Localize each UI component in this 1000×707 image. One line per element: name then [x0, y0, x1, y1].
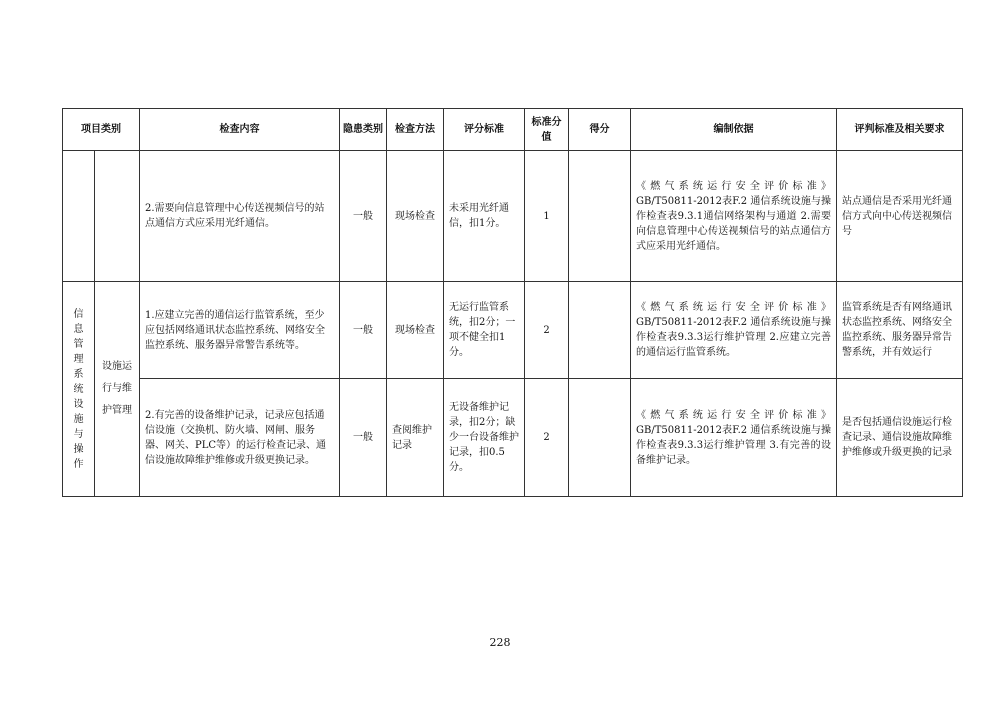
category-char: 设	[73, 398, 84, 410]
score-cell	[569, 282, 631, 379]
inspection-table	[62, 108, 963, 497]
method-cell: 现场检查	[387, 282, 444, 379]
header-basis: 编制依据	[631, 109, 837, 151]
subcategory-cell-empty	[95, 151, 140, 282]
scoring-cell: 无设备维护记录，扣2分；缺少一台设备维护记录，扣0.5分。	[444, 379, 525, 497]
hazard-cell: 一般	[340, 282, 387, 379]
requirement-cell: 是否包括通信设施运行检查记录、通信设施故障维护维修或升级更换的记录	[837, 379, 963, 497]
header-score: 得分	[569, 109, 631, 151]
table-row	[63, 379, 963, 497]
basis-cell: 《燃气系统运行安全评价标准》GB/T50811-2012表F.2 通信系统设施与操作检查表9.3.3运行维护管理 3.有完善的设备维护记录。	[631, 379, 837, 497]
header-hazard-type: 隐患类别	[340, 109, 387, 151]
category-char: 统	[73, 383, 84, 395]
basis-cell: 《燃气系统运行安全评价标准》GB/T50811-2012表F.2 通信系统设施与操作检查表9.3.3运行维护管理 2.应建立完善的通信运行监管系统。	[631, 282, 837, 379]
table-row	[63, 151, 963, 282]
std-score-cell: 2	[525, 379, 569, 497]
header-std-score: 标准分值	[525, 109, 569, 151]
std-score-cell: 2	[525, 282, 569, 379]
page-number: 228	[489, 636, 511, 649]
category-char: 信	[73, 308, 84, 320]
hazard-cell: 一般	[340, 151, 387, 282]
category-char: 系	[73, 368, 84, 380]
scoring-cell: 未采用光纤通信，扣1分。	[444, 151, 525, 282]
table-row	[63, 282, 963, 379]
score-cell	[569, 151, 631, 282]
category-cell-empty	[63, 151, 95, 282]
std-score-cell: 1	[525, 151, 569, 282]
basis-cell: 《燃气系统运行安全评价标准》GB/T50811-2012表F.2 通信系统设施与操作检查表9.3.1通信网络架构与通道 2.需要向信息管理中心传送视频信号的站点通信方式应采用光纤通信。	[631, 151, 837, 282]
method-cell: 现场检查	[387, 151, 444, 282]
header-content: 检查内容	[140, 109, 340, 151]
header-row	[63, 109, 963, 151]
requirement-cell: 站点通信是否采用光纤通信方式向中心传送视频信号	[837, 151, 963, 282]
scoring-cell: 无运行监管系统，扣2分；一项不健全扣1分。	[444, 282, 525, 379]
content-cell: 1.应建立完善的通信运行监管系统，至少应包括网络通讯状态监控系统、网络安全监控系统、服务器异常警告系统等。	[140, 282, 340, 379]
requirement-cell: 监管系统是否有网络通讯状态监控系统、网络安全监控系统、服务器异常告警系统，并有效运行	[837, 282, 963, 379]
category-char: 息	[73, 323, 84, 335]
category-cell	[63, 282, 95, 497]
category-char: 作	[73, 458, 84, 470]
content-cell: 2.有完善的设备维护记录，记录应包括通信设施（交换机、防火墙、网闸、服务器、网关、PLC等）的运行检查记录、通信设施故障维护维修或升级更换记录。	[140, 379, 340, 497]
header-requirements: 评判标准及相关要求	[837, 109, 963, 151]
category-char: 与	[73, 428, 84, 440]
header-category: 项目类别	[63, 109, 140, 151]
category-char: 理	[73, 353, 84, 365]
header-method: 检查方法	[387, 109, 444, 151]
category-char: 操	[73, 443, 84, 455]
hazard-cell: 一般	[340, 379, 387, 497]
category-char: 施	[73, 413, 84, 425]
category-char: 管	[73, 338, 84, 350]
score-cell	[569, 379, 631, 497]
header-scoring: 评分标准	[444, 109, 525, 151]
subcategory-cell: 设施运行与维护管理	[95, 282, 140, 497]
method-cell: 查阅维护记录	[387, 379, 444, 497]
content-cell: 2.需要向信息管理中心传送视频信号的站点通信方式应采用光纤通信。	[140, 151, 340, 282]
